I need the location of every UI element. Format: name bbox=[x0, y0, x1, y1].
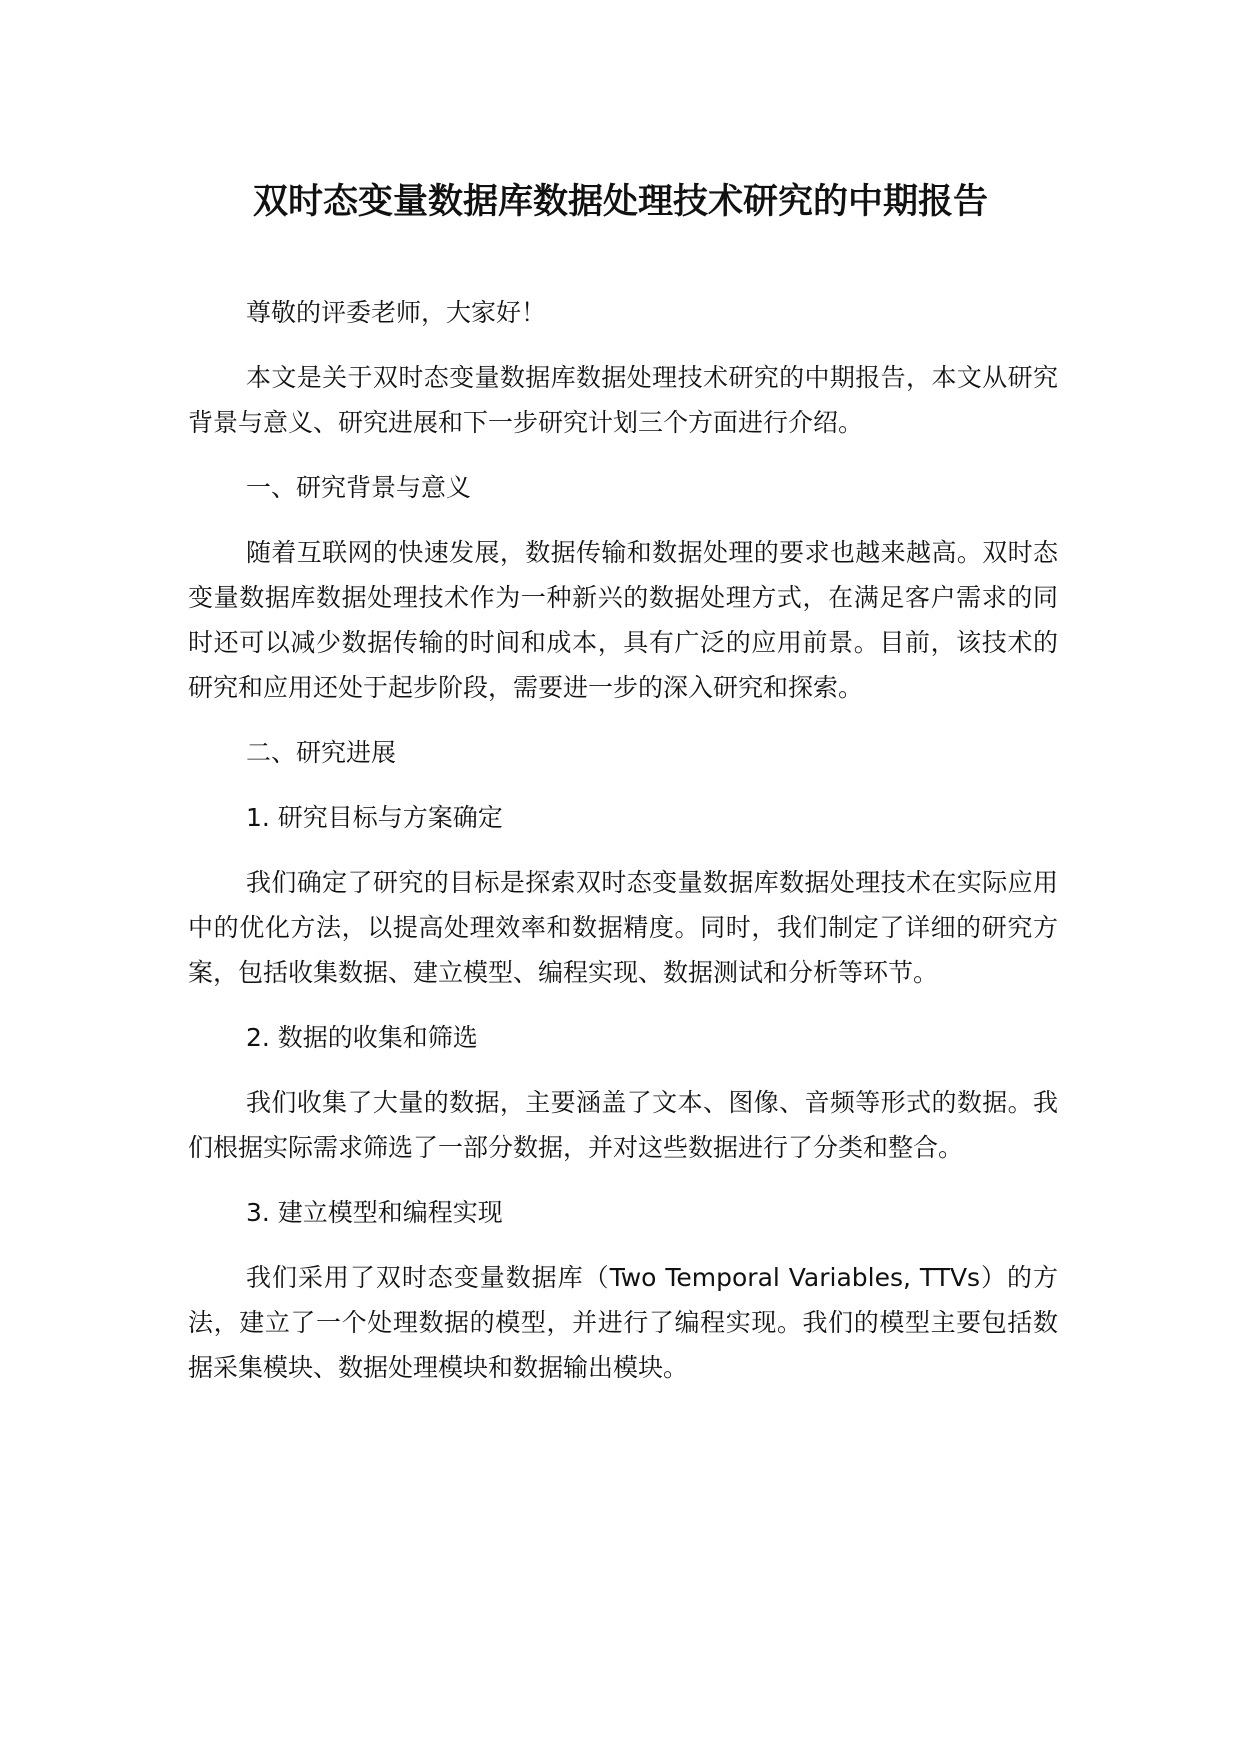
greeting-paragraph: 尊敬的评委老师，大家好！ bbox=[246, 298, 547, 327]
document-body bbox=[188, 290, 1058, 1410]
intro-paragraph: 本文是关于双时态变量数据库数据处理技术研究的中期报告，本文从研究背景与意义、研究进展和下一步研究计划三个方面进行介绍。 bbox=[188, 363, 1058, 437]
background-paragraph: 随着互联网的快速发展，数据传输和数据处理的要求也越来越高。双时态变量数据库数据处理技术作为一种新兴的数据处理方式，在满足客户需求的同时还可以减少数据传输的时间和成本，具有广泛的应用前景。目前，该技术的研究和应用还处于起步阶段，需要进一步的深入研究和探索。 bbox=[188, 538, 1058, 702]
goals-paragraph: 我们确定了研究的目标是探索双时态变量数据库数据处理技术在实际应用中的优化方法，以提高处理效率和数据精度。同时，我们制定了详细的研究方案，包括收集数据、建立模型、编程实现、数据测试和分析等环节。 bbox=[188, 868, 1058, 987]
document-title: 双时态变量数据库数据处理技术研究的中期报告 bbox=[252, 182, 988, 222]
subheading-data-collection: 2. 数据的收集和筛选 bbox=[246, 1023, 478, 1052]
section-heading-background: 一、研究背景与意义 bbox=[246, 473, 472, 502]
data-collection-paragraph: 我们收集了大量的数据，主要涵盖了文本、图像、音频等形式的数据。我们根据实际需求筛选了一部分数据，并对这些数据进行了分类和整合。 bbox=[188, 1088, 1058, 1162]
section-heading-progress: 二、研究进展 bbox=[246, 738, 397, 767]
subheading-goals: 1. 研究目标与方案确定 bbox=[246, 803, 503, 832]
subheading-modeling: 3. 建立模型和编程实现 bbox=[246, 1198, 503, 1227]
modeling-paragraph: 我们采用了双时态变量数据库（Two Temporal Variables, TTVs）的方法，建立了一个处理数据的模型，并进行了编程实现。我们的模型主要包括数据采集模块、数据处理模块和数据输出模块。 bbox=[188, 1263, 1058, 1382]
